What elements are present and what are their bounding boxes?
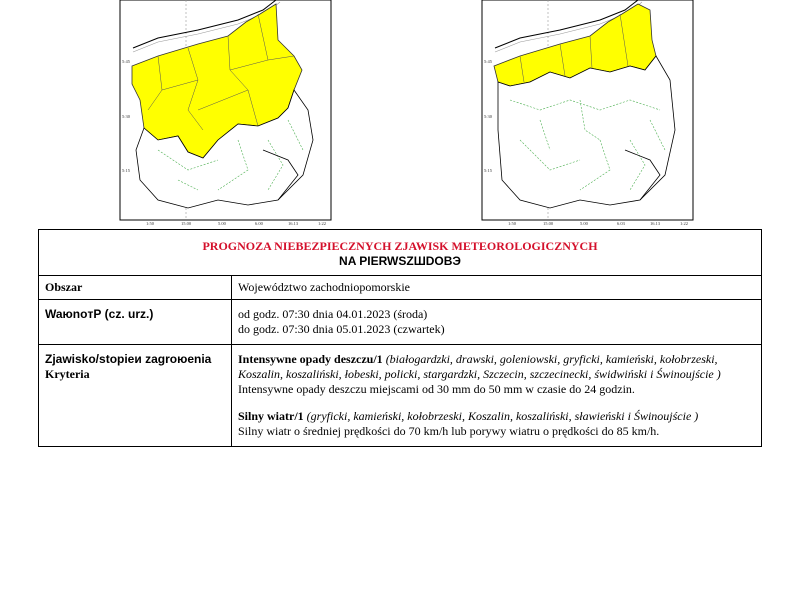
validity-value bbox=[232, 300, 762, 345]
axis-x-label: 5.00 bbox=[580, 221, 588, 225]
axis-y-label: 5:15 bbox=[484, 168, 493, 173]
wind-districts: (gryficki, kamieński, kołobrzeski, Koszalin, koszaliński, sławieński i Świnoujście ) bbox=[306, 409, 699, 423]
validity-from: od godz. 07:30 dnia 04.01.2023 (środa) bbox=[238, 307, 428, 321]
map-rain-svg bbox=[118, 0, 333, 225]
axis-y-label: 5:15 bbox=[122, 168, 131, 173]
axis-y-label: 5:45 bbox=[484, 59, 493, 64]
rain-districts: (białogardzki, drawski, goleniowski, gryficki, kamieński, kołobrzeski, Koszalin, koszaliński, łobeski, policki, stargardzki, Szczecin, szczecinecki, świdwiński i Świnoujście ) bbox=[238, 352, 721, 381]
table-title bbox=[39, 230, 762, 276]
map-rain-warning bbox=[118, 0, 333, 225]
validity-label-text: WaюnoтР (cz. urz.) bbox=[45, 307, 154, 321]
axis-x-label: 6.00 bbox=[255, 221, 263, 225]
spacer bbox=[238, 397, 755, 409]
axis-x-label: 15.00 bbox=[181, 221, 192, 225]
axis-x-label: 1:22 bbox=[680, 221, 689, 225]
title-line-2: NA PIERWSZШDOBЭ bbox=[339, 254, 461, 268]
map-wind-svg bbox=[480, 0, 695, 225]
wind-block bbox=[238, 409, 755, 424]
phenomena-details bbox=[232, 345, 762, 447]
validity-label bbox=[39, 300, 232, 345]
axis-y-label: 5:30 bbox=[484, 114, 493, 119]
table-row-area bbox=[39, 276, 762, 300]
wind-title: Silny wiatr/1 bbox=[238, 409, 304, 423]
phenomenon-labels bbox=[39, 345, 232, 447]
area-label: Obszar bbox=[39, 276, 232, 300]
axis-x-label: 15.00 bbox=[543, 221, 554, 225]
axis-x-label: 1:22 bbox=[318, 221, 327, 225]
wind-description: Silny wiatr o średniej prędkości do 70 km/h lub porywy wiatru o prędkości do 85 km/h. bbox=[238, 424, 660, 438]
warning-table bbox=[38, 229, 762, 447]
title-line-1: PROGNOZA NIEBEZPIECZNYCH ZJAWISK METEOROLOGICZNYCH bbox=[202, 239, 598, 253]
phenomenon-label: Zjawisko/stopieи zagroюenia bbox=[45, 352, 212, 366]
area-value: Województwo zachodniopomorskie bbox=[232, 276, 762, 300]
rain-block bbox=[238, 352, 755, 382]
axis-x-label: 1:50 bbox=[146, 221, 155, 225]
table-row-phenomena bbox=[39, 345, 762, 447]
table-header-row bbox=[39, 230, 762, 276]
axis-x-label: 16.13 bbox=[288, 221, 299, 225]
validity-to: do godz. 07:30 dnia 05.01.2023 (czwartek) bbox=[238, 322, 445, 336]
axis-x-label: 6.03 bbox=[617, 221, 625, 225]
table-row-validity bbox=[39, 300, 762, 345]
axis-y-label: 5:45 bbox=[122, 59, 131, 64]
axis-x-label: 16.13 bbox=[650, 221, 661, 225]
rain-description: Intensywne opady deszczu miejscami od 30 mm do 50 mm w czasie do 24 godzin. bbox=[238, 382, 635, 396]
axis-y-label: 5:30 bbox=[122, 114, 131, 119]
axis-x-label: 5.00 bbox=[218, 221, 226, 225]
map-wind-warning bbox=[480, 0, 695, 225]
axis-x-label: 1:50 bbox=[508, 221, 517, 225]
criteria-label: Kryteria bbox=[45, 367, 90, 381]
rain-title: Intensywne opady deszczu/1 bbox=[238, 352, 383, 366]
